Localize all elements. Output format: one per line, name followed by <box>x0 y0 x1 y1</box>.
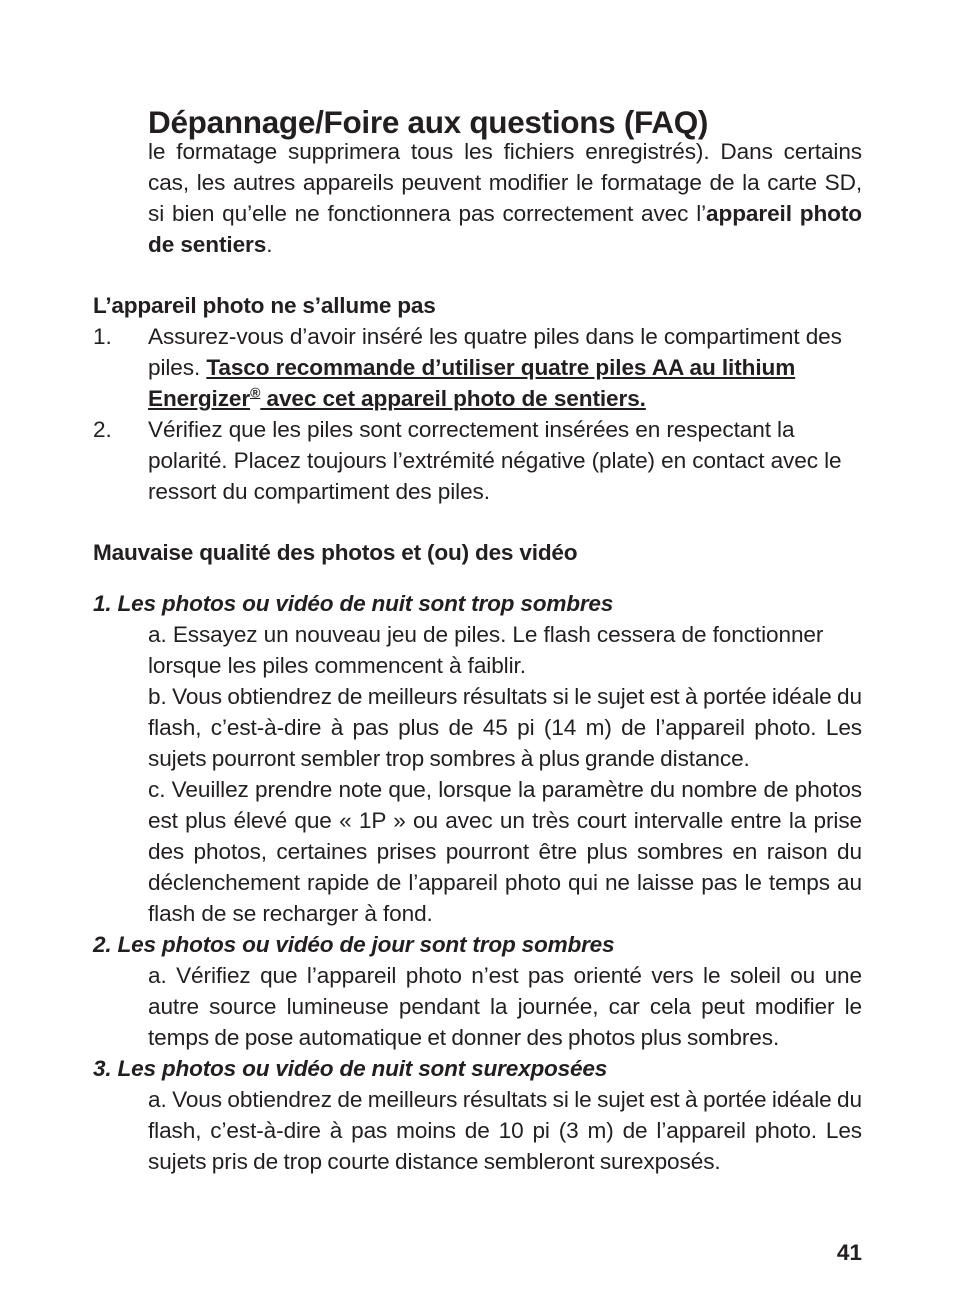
subheading-night-overexposed: 3. Les photos ou vidéo de nuit sont surexposées <box>93 1056 608 1081</box>
page-title: Dépannage/Foire aux questions (FAQ) <box>148 104 709 141</box>
intro-paragraph <box>148 136 862 260</box>
subheading-day-dark: 2. Les photos ou vidéo de jour sont trop sombres <box>93 932 615 957</box>
list-marker: 1. <box>93 324 112 349</box>
spacer <box>93 568 862 588</box>
quality-1-item-a: a. Essayez un nouveau jeu de piles. Le flash cessera de fonctionner lorsque les piles commencent à faiblir. <box>148 622 824 678</box>
list-item-emphasis-a: Tasco recommande d’utiliser quatre piles AA au lithium Energizer <box>148 355 796 411</box>
intro-text-lead: le formatage supprimera tous les fichiers enregistrés). Dans certains cas, les autres appareils peuvent modifier le formatage de la carte SD, si bien qu’elle ne fonctionnera pas correctement avec l’ <box>148 139 862 226</box>
intro-text-tail: . <box>266 232 273 257</box>
list-item <box>93 321 862 414</box>
quality-1-item-c: c. Veuillez prendre note que, lorsque la paramètre du nombre de photos est plus élevé que « 1P » ou avec un très court intervalle entre la prise des photos, certaines prises pourront être plus sombres en raison du déclenchement rapide de l’appareil photo qui ne laisse pas le temps au flash de se recharger à fond. <box>148 777 862 926</box>
quality-3-item-a: a. Vous obtiendrez de meilleurs résultats si le sujet est à portée idéale du flash, c’est-à-dire à pas moins de 10 pi (3 m) de l’appareil photo. Les sujets pris de trop courte distance sembleront surexposés. <box>148 1087 862 1174</box>
body-column <box>93 136 862 1177</box>
list-marker: 2. <box>93 417 112 442</box>
registered-mark: ® <box>250 384 261 401</box>
list-item-text: Vérifiez que les piles sont correctement insérées en respectant la polarité. Placez toujours l’extrémité négative (plate) en contact avec le ressort du compartiment des piles. <box>148 417 842 504</box>
list-item <box>93 414 862 507</box>
subheading-night-dark: 1. Les photos ou vidéo de nuit sont trop sombres <box>93 591 614 616</box>
intro-text-bold: appareil photo de sentiers <box>148 201 862 257</box>
list-item-emphasis-b: avec cet appareil photo de sentiers. <box>260 386 646 411</box>
heading-power: L’appareil photo ne s’allume pas <box>93 293 436 318</box>
spacer <box>93 507 862 537</box>
list-item-text: Assurez-vous d’avoir inséré les quatre piles dans le compartiment des piles. <box>148 324 842 380</box>
page-number: 41 <box>836 1240 862 1265</box>
heading-quality: Mauvaise qualité des photos et (ou) des vidéo <box>93 540 578 565</box>
quality-2-item-a: a. Vérifiez que l’appareil photo n’est pas orienté vers le soleil ou une autre source lumineuse pendant la journée, car cela peut modifier le temps de pose automatique et donner des photos plus sombres. <box>148 963 862 1050</box>
spacer <box>93 260 862 290</box>
quality-1-item-b: b. Vous obtiendrez de meilleurs résultats si le sujet est à portée idéale du flash, c’est-à-dire à pas plus de 45 pi (14 m) de l’appareil photo. Les sujets pourront sembler trop sombres à plus grande distance. <box>148 684 862 771</box>
